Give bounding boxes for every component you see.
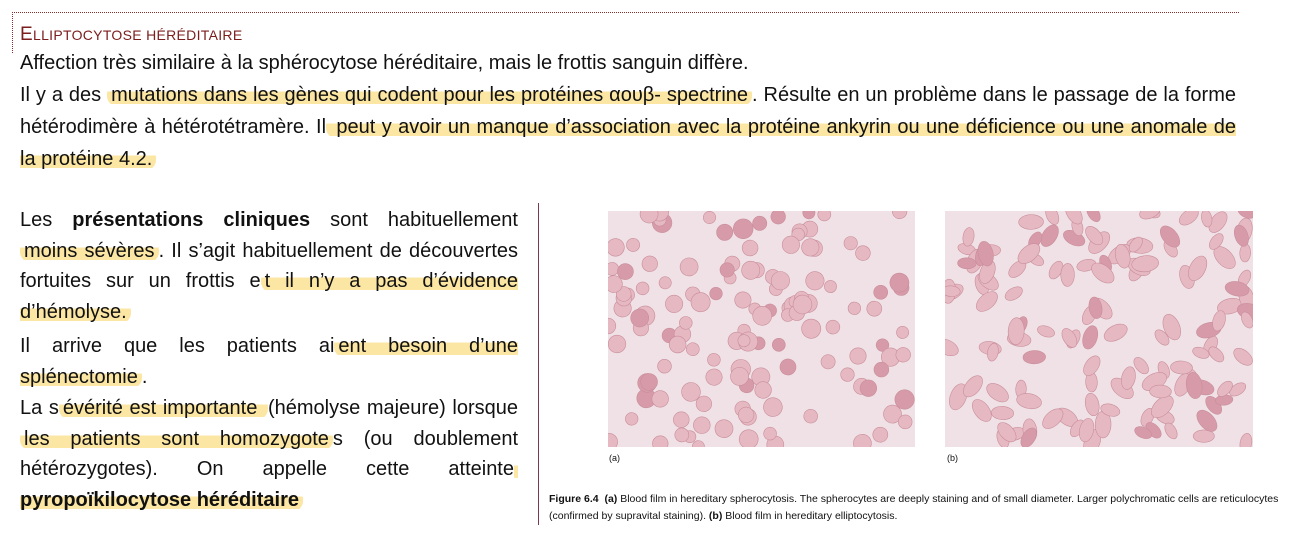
red-cell [703,366,726,389]
highlight-ankyrin: peut y avoir un manque d’association avec la protéine ankyrin ou une déficience ou une anomale de la protéine 4.2. [20,116,1236,170]
red-cell [1170,360,1193,374]
red-cell [1149,385,1171,399]
caption-text: Blood film in hereditary spherocytosis. The spherocytes are deeply staining and of small diameter. Larger polychromatic cells are reticulocytes (confirmed by supravital staining). [549,493,1279,522]
red-cell [1003,284,1025,303]
blood-film-spherocytosis-image [608,211,915,447]
red-cell [1080,324,1100,351]
text-span: . Résulte en un problème dans le passage de la forme hétérodimère à hétérotétramère. Il [20,84,1236,138]
red-cell [608,332,629,357]
red-cell [662,292,687,317]
red-cell [670,409,692,431]
mutation-paragraph [20,79,1236,175]
red-cell [895,325,911,341]
red-cell [1239,244,1251,263]
red-cell [890,211,910,221]
red-cell [1231,345,1253,369]
red-cell [844,237,857,250]
red-cell [655,356,675,376]
figure-divider [538,203,539,525]
caption-b: (b) [708,510,723,522]
section-title [20,24,242,46]
title-initial: E [20,24,33,45]
red-cell [701,211,719,226]
caption-text: Blood film in hereditary elliptocytosis. [722,510,898,522]
red-cell [738,257,764,283]
red-cell [1162,421,1180,441]
text-span: Les [20,209,73,231]
severity-paragraph [20,393,518,515]
red-cell [752,216,767,231]
red-cell [1023,350,1046,364]
text-span: . [141,365,148,388]
red-cell [640,254,659,273]
red-cell [778,357,798,377]
highlight-splenectomie: ent besoin d’une splénectomie [20,335,518,388]
red-cell [649,433,671,447]
red-cell [677,255,701,279]
red-cell [1193,430,1214,442]
red-cell [945,336,961,359]
red-cell [1084,211,1103,224]
red-cell [983,380,1012,406]
red-cell [624,411,639,426]
title-rest: LLIPTOCYTOSE HÉRÉDITAIRE [32,27,243,43]
red-cell [819,352,838,371]
bold-presentations: présentations cliniques [72,209,311,231]
red-cell [732,217,755,240]
text-span: s (ou doublement hétérozygotes). On appelle cette atteinte [20,427,518,480]
red-cell [658,275,673,290]
text-span: (hémolyse majeure) lorsque [267,397,518,419]
red-cell [800,211,817,221]
red-cell [608,235,628,260]
red-cell [608,318,616,334]
blood-film-elliptocytosis-image [945,211,1253,447]
red-cell [824,318,842,336]
red-cell [1176,211,1201,228]
red-cell [624,236,642,254]
red-cell [801,407,820,426]
text-span: La s [20,397,59,419]
text-span: . Il s’agit habituellement de découvertes fortuites sur un frottis e [20,239,518,292]
intro-paragraph: Affection très similaire à la sphérocytose héréditaire, mais le frottis sanguin diffère. [20,52,749,74]
text-span: sont habituellement [310,209,518,231]
red-cell [707,352,722,367]
red-cell [872,426,889,443]
clinical-paragraph [20,205,518,327]
red-cell [679,316,692,329]
red-cell [768,211,788,226]
red-cell [991,406,1014,420]
highlight-severite: évérité est importante [59,397,268,419]
red-cell [684,340,702,358]
red-cell [846,299,864,317]
red-cell [713,418,735,440]
red-cell [1061,263,1075,286]
red-cell [1083,392,1101,417]
red-cell [1019,214,1044,229]
red-cell [838,365,857,384]
red-cell [968,396,995,425]
red-cell [708,286,723,301]
highlight-pyropoikilocytose: pyropoïkilocytose héréditaire [20,458,518,511]
caption-number: Figure 6.4 [549,493,599,505]
red-cell [1238,432,1253,447]
red-cell [850,431,875,447]
red-cell [1043,211,1062,227]
red-cell [824,280,836,292]
red-cell [815,211,833,223]
red-cell [871,282,891,302]
highlight-mutations: mutations dans les gènes qui codent pour les protéines αουβ- spectrine [107,84,752,106]
figure-caption [549,491,1299,525]
red-cell [635,280,651,296]
red-cell [1101,321,1130,345]
splenectomy-paragraph [20,331,518,392]
red-cell [1080,353,1103,379]
red-cell [886,270,912,296]
red-cell [802,268,827,293]
highlight-hemolyse: t il n’y a pas d’évidence d’hémolyse. [20,270,518,323]
red-cell [608,430,621,447]
text-span: Il arrive que les patients ai [20,335,335,357]
caption-a: (a) [604,493,618,505]
text-span: Il y a des [20,84,108,106]
red-cell [798,315,824,341]
figure-label-a: (a) [609,453,620,463]
figure-label-b: (b) [947,453,958,463]
highlight-moins-severes: moins sévères [20,240,159,262]
red-cell [1036,324,1056,340]
red-cell [737,428,760,447]
red-cell [713,221,736,244]
red-cell [849,347,868,366]
red-cell [770,336,787,353]
red-cell [864,298,885,319]
highlight-homozygotes: les patients sont homozygote [20,428,333,450]
red-cell [739,237,761,259]
